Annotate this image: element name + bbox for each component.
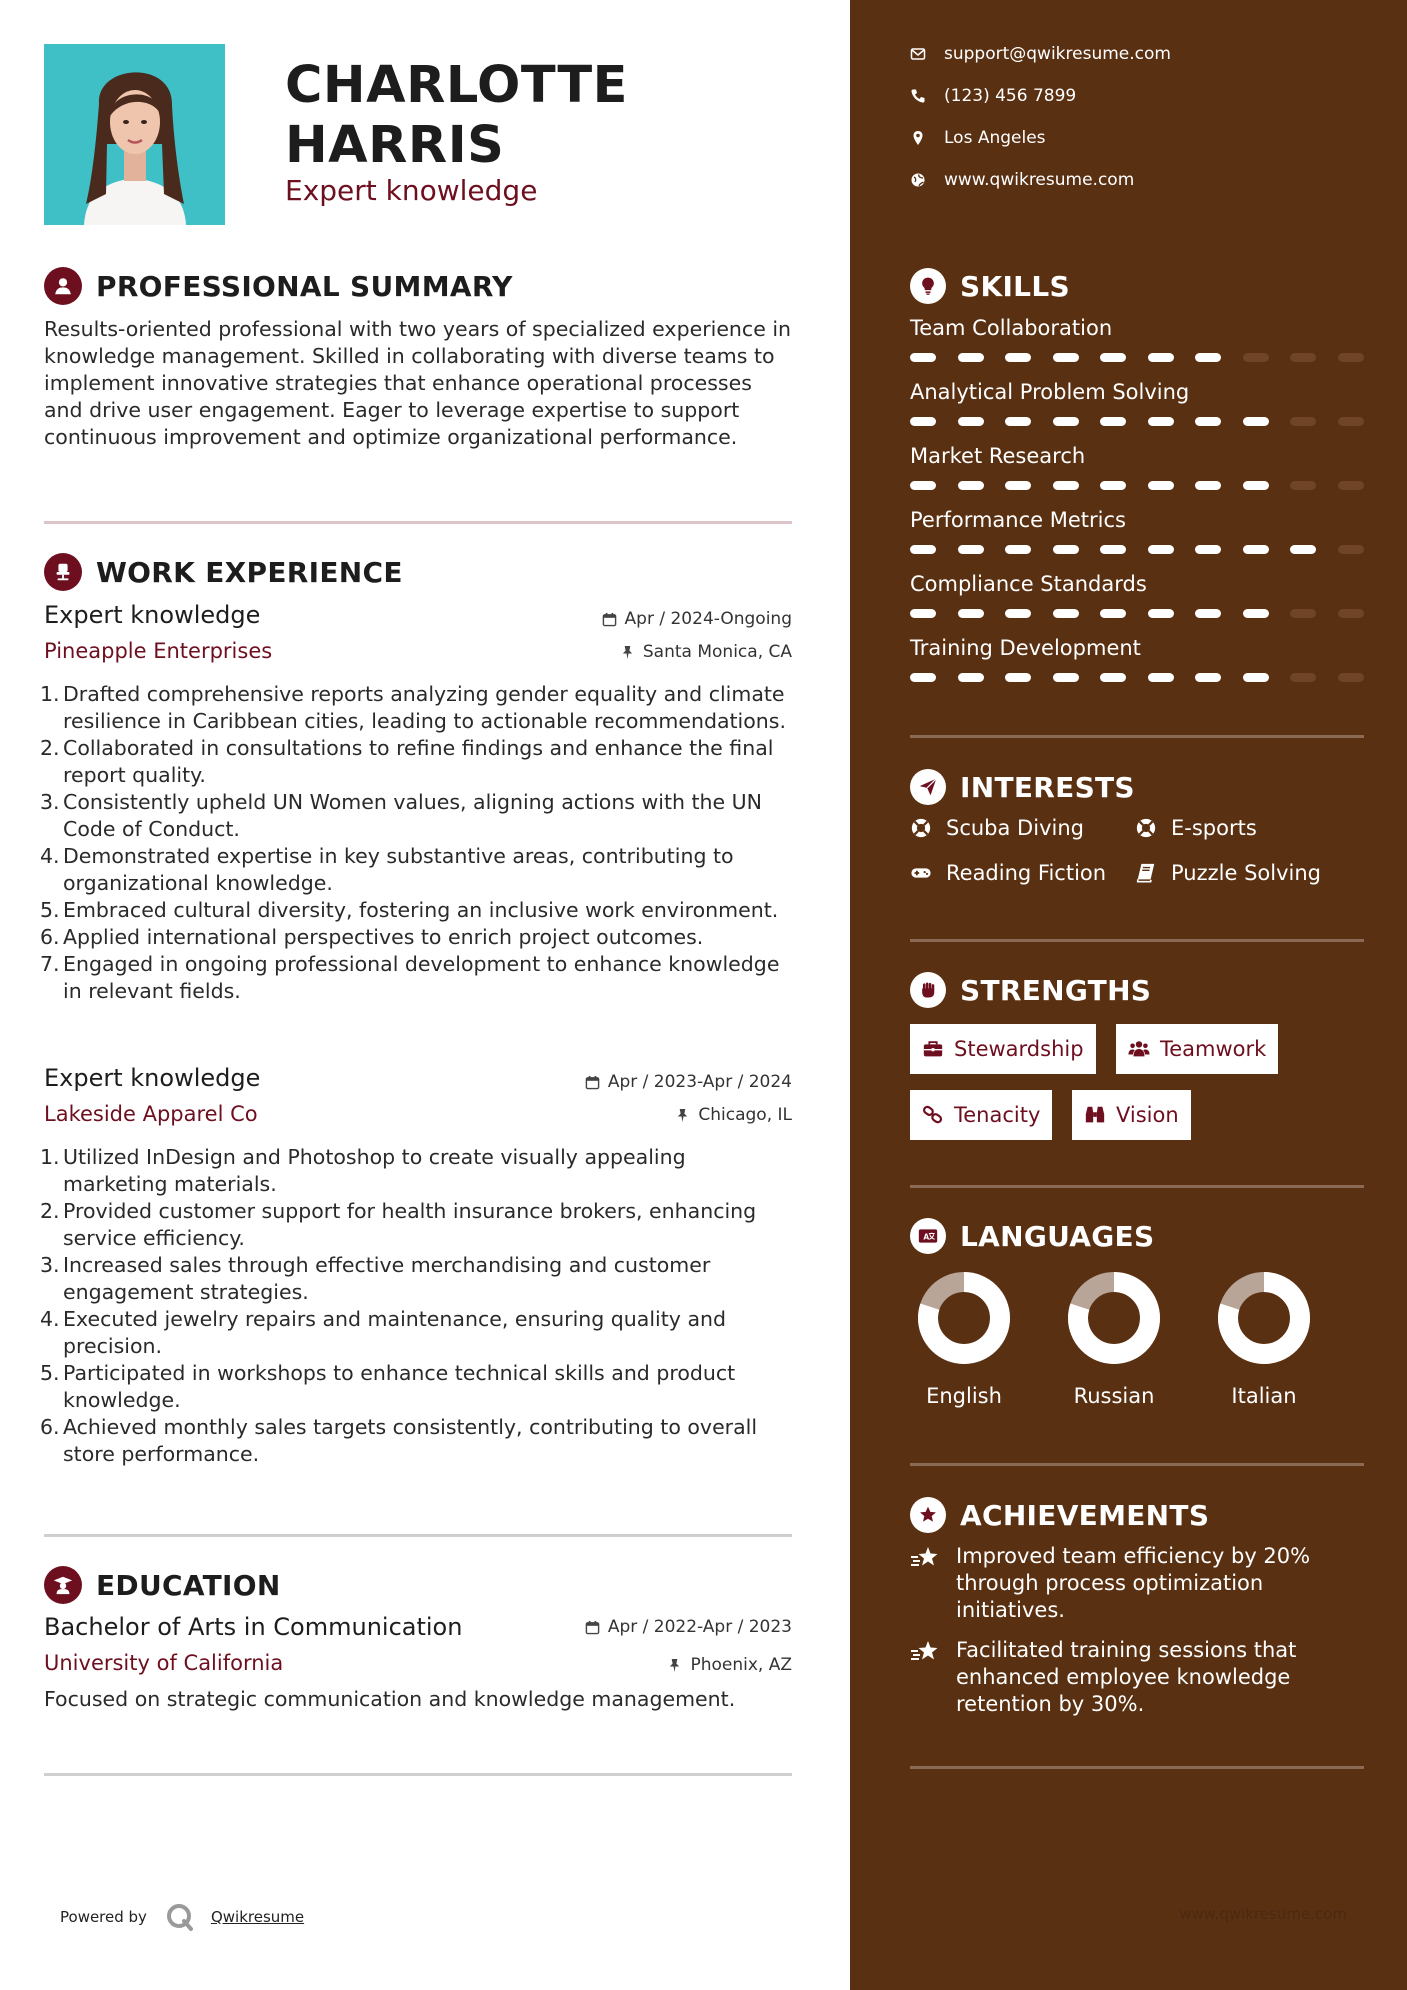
- skill-dash-filled: [1148, 609, 1174, 618]
- powered-by-label: Powered by: [60, 1908, 147, 1926]
- strength-badge: [910, 1090, 1052, 1140]
- skill-dash-filled: [1195, 417, 1221, 426]
- section-divider: [910, 735, 1364, 738]
- skill-dash-empty: [1243, 353, 1269, 362]
- school-name: University of California: [44, 1651, 284, 1675]
- skill-dash-empty: [1338, 481, 1364, 490]
- contact-website-text[interactable]: www.qwikresume.com: [944, 170, 1135, 190]
- skill-dash-filled: [1005, 609, 1031, 618]
- contact-website: [910, 170, 1134, 190]
- skill-dash-filled: [910, 481, 936, 490]
- first-name: CHARLOTTE: [285, 56, 628, 115]
- skill-dash-filled: [1005, 353, 1031, 362]
- calendar-icon: [602, 612, 617, 627]
- profile-photo-image: [44, 44, 225, 225]
- footer-watermark: www.qwikresume.com: [1179, 1905, 1347, 1923]
- strength-badge: [1116, 1024, 1278, 1074]
- skill-dash-filled: [1005, 673, 1031, 682]
- languages-title: LANGUAGES: [960, 1219, 1155, 1253]
- calendar-icon: [585, 1620, 600, 1635]
- skill-dash-filled: [1243, 481, 1269, 490]
- interest-item: [910, 816, 1084, 840]
- skill-dash-filled: [958, 673, 984, 682]
- skill-dash-filled: [910, 417, 936, 426]
- job-bullet: 4. Executed jewelry repairs and maintenance, ensuring quality and precision.: [40, 1307, 727, 1358]
- skill-dash-filled: [1100, 545, 1126, 554]
- skill-dash-filled: [1053, 353, 1079, 362]
- section-divider: [44, 1534, 792, 1537]
- skill-dash-filled: [1243, 545, 1269, 554]
- life-ring-icon: [910, 817, 932, 839]
- qwikresume-link[interactable]: Qwikresume: [210, 1908, 305, 1926]
- graduate-icon: [44, 1566, 82, 1604]
- skill-dash-filled: [958, 481, 984, 490]
- candidate-name: [285, 56, 628, 176]
- skill-level-bar: [910, 673, 1370, 683]
- interests-heading: [910, 769, 1135, 805]
- skill-dash-filled: [1195, 481, 1221, 490]
- skill-dash-filled: [1243, 609, 1269, 618]
- strength-label: Tenacity: [954, 1103, 1041, 1127]
- interest-label: E-sports: [1171, 816, 1257, 840]
- language-proficiency-ring: [916, 1270, 1012, 1366]
- contact-email-text: support@qwikresume.com: [944, 44, 1171, 64]
- interest-label: Puzzle Solving: [1171, 861, 1321, 885]
- skill-dash-filled: [1053, 673, 1079, 682]
- strengths-heading: [910, 972, 1151, 1008]
- language-item: [916, 1270, 1012, 1408]
- achievement-item: [910, 1543, 1350, 1624]
- paper-plane-icon: [910, 769, 946, 805]
- job-bullet: 5. Embraced cultural diversity, fostering an inclusive work environment.: [40, 898, 779, 922]
- profile-photo: [44, 44, 225, 225]
- skill-dash-filled: [1100, 353, 1126, 362]
- skill-level-bar: [910, 609, 1370, 619]
- strength-label: Vision: [1116, 1103, 1179, 1127]
- skill-level-bar: [910, 353, 1370, 363]
- skill-level-bar: [910, 481, 1370, 491]
- powered-by: [60, 1902, 304, 1932]
- qwikresume-logo-icon: [165, 1902, 195, 1932]
- skill-dash-empty: [1338, 609, 1364, 618]
- skill-dash-filled: [1148, 481, 1174, 490]
- skill-dash-filled: [958, 417, 984, 426]
- skill-dash-filled: [958, 609, 984, 618]
- job-dates-text: Apr / 2023-Apr / 2024: [607, 1072, 792, 1092]
- job-title: Expert knowledge: [44, 1064, 261, 1092]
- section-divider: [910, 1185, 1364, 1188]
- job-bullet: 6. Applied international perspectives to enrich project outcomes.: [40, 925, 704, 949]
- skill-dash-filled: [1195, 353, 1221, 362]
- skill-dash-empty: [1290, 609, 1316, 618]
- section-divider: [44, 1773, 792, 1776]
- skill-dash-filled: [1053, 417, 1079, 426]
- sidebar: [850, 0, 1407, 1990]
- job-bullet: 6. Achieved monthly sales targets consistently, contributing to overall store performance.: [40, 1415, 758, 1466]
- last-name: HARRIS: [285, 116, 505, 175]
- skill-dash-empty: [1338, 353, 1364, 362]
- strength-label: Teamwork: [1160, 1037, 1267, 1061]
- job-bullets: [40, 1144, 796, 1468]
- skill-dash-empty: [1290, 481, 1316, 490]
- language-item: [1066, 1270, 1162, 1408]
- achievements-heading: [910, 1497, 1209, 1533]
- language-name: Italian: [1231, 1384, 1297, 1408]
- book-icon: [1135, 862, 1157, 884]
- job-bullet: 4. Demonstrated expertise in key substantive areas, contributing to organizational knowledge.: [40, 844, 734, 895]
- skill-dash-filled: [1100, 673, 1126, 682]
- skill-dash-filled: [1005, 481, 1031, 490]
- fist-icon: [910, 972, 946, 1008]
- contact-location: [910, 128, 1046, 148]
- section-divider: [910, 1463, 1364, 1466]
- summary-heading: [44, 267, 513, 305]
- job-dates: [602, 609, 792, 629]
- translate-icon: [910, 1218, 946, 1254]
- interests-title: INTERESTS: [960, 770, 1135, 804]
- phone-icon: [910, 88, 926, 104]
- education-dates: [585, 1617, 792, 1637]
- skill-dash-filled: [1148, 353, 1174, 362]
- achievement-text: Facilitated training sessions that enhanced employee knowledge retention by 30%.: [956, 1638, 1297, 1716]
- briefcase-icon: [922, 1038, 944, 1060]
- skill-dash-filled: [1053, 481, 1079, 490]
- shooting-star-icon: [910, 1545, 940, 1571]
- interest-item: [1135, 816, 1257, 840]
- job-bullet: 2. Collaborated in consultations to refine findings and enhance the final report quality.: [40, 736, 774, 787]
- skill-dash-empty: [1338, 673, 1364, 682]
- skill-dash-filled: [1100, 481, 1126, 490]
- skill-name: Training Development: [910, 636, 1141, 660]
- skill-name: Market Research: [910, 444, 1086, 468]
- job-location: [620, 642, 792, 662]
- skill-dash-empty: [1338, 417, 1364, 426]
- skill-dash-filled: [1148, 545, 1174, 554]
- education-heading: [44, 1566, 281, 1604]
- skill-dash-filled: [958, 545, 984, 554]
- skill-dash-filled: [1148, 417, 1174, 426]
- map-marker-icon: [910, 130, 926, 146]
- experience-heading: [44, 553, 403, 591]
- lightbulb-icon: [910, 268, 946, 304]
- job-company: Lakeside Apparel Co: [44, 1102, 258, 1126]
- interest-label: Reading Fiction: [946, 861, 1107, 885]
- skill-dash-filled: [1243, 673, 1269, 682]
- skill-dash-filled: [910, 545, 936, 554]
- language-proficiency-ring: [1216, 1270, 1312, 1366]
- job-location-text: Santa Monica, CA: [642, 642, 792, 662]
- skill-dash-filled: [1100, 417, 1126, 426]
- job-bullet: 5. Participated in workshops to enhance technical skills and product knowledge.: [40, 1361, 736, 1412]
- strengths-title: STRENGTHS: [960, 973, 1152, 1007]
- skill-level-bar: [910, 417, 1370, 427]
- skill-name: Team Collaboration: [910, 316, 1113, 340]
- skill-dash-filled: [1148, 673, 1174, 682]
- link-icon: [922, 1104, 944, 1126]
- life-ring-icon: [1135, 817, 1157, 839]
- achievement-text: Improved team efficiency by 20% through process optimization initiatives.: [956, 1544, 1311, 1622]
- contact-phone: [910, 86, 1076, 106]
- job-bullet: 7. Engaged in ongoing professional development to enhance knowledge in relevant fields.: [40, 952, 780, 1003]
- interest-item: [1135, 861, 1321, 885]
- languages-heading: [910, 1218, 1154, 1254]
- achievements-title: ACHIEVEMENTS: [960, 1498, 1210, 1532]
- education-location-text: Phoenix, AZ: [690, 1655, 792, 1675]
- skill-dash-filled: [1195, 673, 1221, 682]
- skill-dash-filled: [1195, 545, 1221, 554]
- skill-dash-empty: [1338, 545, 1364, 554]
- skill-dash-filled: [1243, 417, 1269, 426]
- contact-phone-text: (123) 456 7899: [944, 86, 1077, 106]
- strength-badge: [910, 1024, 1096, 1074]
- star-badge-icon: [910, 1497, 946, 1533]
- candidate-headline: Expert knowledge: [285, 174, 538, 207]
- job-company: Pineapple Enterprises: [44, 639, 273, 663]
- job-bullet: 2. Provided customer support for health insurance brokers, enhancing service efficiency.: [40, 1199, 757, 1250]
- education-dates-text: Apr / 2022-Apr / 2023: [607, 1617, 792, 1637]
- skill-dash-filled: [1100, 609, 1126, 618]
- skills-title: SKILLS: [960, 269, 1070, 303]
- summary-title: PROFESSIONAL SUMMARY: [96, 269, 513, 303]
- skill-dash-filled: [910, 673, 936, 682]
- education-location: [667, 1655, 792, 1675]
- skill-dash-empty: [1290, 353, 1316, 362]
- strength-label: Stewardship: [954, 1037, 1084, 1061]
- job-bullet: 3. Increased sales through effective merchandising and customer engagement strategies.: [40, 1253, 711, 1304]
- binoculars-icon: [1084, 1104, 1106, 1126]
- chair-icon: [44, 553, 82, 591]
- skill-dash-filled: [1195, 609, 1221, 618]
- language-item: [1216, 1270, 1312, 1408]
- job-title: Expert knowledge: [44, 601, 261, 629]
- language-name: English: [926, 1384, 1002, 1408]
- skill-dash-filled: [958, 353, 984, 362]
- experience-title: WORK EXPERIENCE: [96, 555, 403, 589]
- contact-email: [910, 44, 1171, 64]
- skill-dash-filled: [1053, 609, 1079, 618]
- job-location: [675, 1105, 792, 1125]
- users-icon: [1128, 1038, 1150, 1060]
- skill-dash-empty: [1290, 417, 1316, 426]
- education-description: Focused on strategic communication and knowledge management.: [44, 1687, 736, 1711]
- skill-dash-filled: [1005, 545, 1031, 554]
- language-name: Russian: [1073, 1384, 1155, 1408]
- svg-text:A: A: [923, 1232, 930, 1242]
- job-bullet: 1. Utilized InDesign and Photoshop to create visually appealing marketing materials.: [40, 1145, 686, 1196]
- skill-name: Performance Metrics: [910, 508, 1126, 532]
- globe-icon: [910, 172, 926, 188]
- skill-dash-filled: [1005, 417, 1031, 426]
- contact-location-text: Los Angeles: [944, 128, 1046, 148]
- skill-dash-filled: [1290, 545, 1316, 554]
- calendar-icon: [585, 1075, 600, 1090]
- skill-dash-filled: [910, 353, 936, 362]
- skill-name: Compliance Standards: [910, 572, 1147, 596]
- skill-level-bar: [910, 545, 1370, 555]
- degree-title: Bachelor of Arts in Communication: [44, 1613, 463, 1641]
- skill-dash-filled: [1053, 545, 1079, 554]
- achievement-item: [910, 1637, 1350, 1718]
- job-dates: [585, 1072, 792, 1092]
- language-proficiency-ring: [1066, 1270, 1162, 1366]
- section-divider: [910, 939, 1364, 942]
- shooting-star-icon: [910, 1639, 940, 1665]
- pin-icon: [620, 645, 635, 660]
- education-title: EDUCATION: [96, 1568, 281, 1602]
- gamepad-icon: [910, 862, 932, 884]
- skills-heading: [910, 268, 1070, 304]
- job-bullet: 3. Consistently upheld UN Women values, aligning actions with the UN Code of Conduct.: [40, 790, 763, 841]
- section-divider: [44, 521, 792, 524]
- strength-badge: [1072, 1090, 1191, 1140]
- interest-label: Scuba Diving: [946, 816, 1084, 840]
- job-bullets: [40, 681, 796, 1005]
- user-icon: [44, 267, 82, 305]
- section-divider: [910, 1766, 1364, 1769]
- job-dates-text: Apr / 2024-Ongoing: [624, 609, 792, 629]
- job-bullet: 1. Drafted comprehensive reports analyzing gender equality and climate resilience in Caribbean cities, leading to actionable recommendations.: [40, 682, 786, 733]
- job-location-text: Chicago, IL: [698, 1105, 792, 1125]
- envelope-icon: [910, 46, 926, 62]
- pin-icon: [667, 1658, 682, 1673]
- skill-dash-empty: [1290, 673, 1316, 682]
- summary-text: Results-oriented professional with two years of specialized experience in knowledge management. Skilled in collaborating with diverse teams to implement innovative strategies that enhance operational processes and drive user engagement. Eager to leverage expertise to support continuous improvement and optimize organizational performance.: [44, 317, 792, 449]
- skill-dash-filled: [910, 609, 936, 618]
- interest-item: [910, 861, 1106, 885]
- skill-name: Analytical Problem Solving: [910, 380, 1190, 404]
- pin-icon: [675, 1108, 690, 1123]
